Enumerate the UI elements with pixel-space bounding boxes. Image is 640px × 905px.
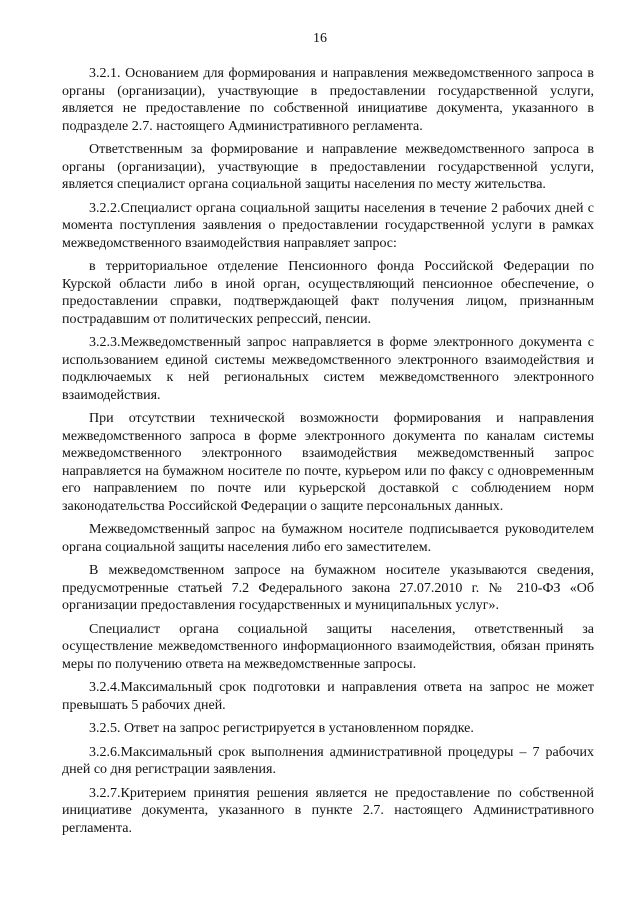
paragraph-3-2-1: 3.2.1. Основанием для формирования и направления межведомственного запроса в органы (организации), участвующие в предоставлении государственной услуги, является не предоставление по собственной инициативе документа, указанного в подразделе 2.7. настоящего Административного регламента. — [62, 66, 594, 134]
paragraph-3-2-6: 3.2.6.Максимальный срок выполнения административной процедуры – 7 рабочих дней со дня регистрации заявления. — [62, 744, 594, 777]
paragraph-no-tech: При отсутствии технической возможности формирования и направления межведомственного запроса в форме электронного документа по каналам системы межведомственного электронного взаимодействия межведомственный запрос направляется на бумажном носителе по почте, курьером или по факсу с одновременным его направлением по почте или курьерской доставкой с соблюдением норм законодательства Российской Федерации о защите персональных данных. — [62, 411, 594, 514]
paragraph-3-2-7: 3.2.7.Критерием принятия решения является не предоставление по собственной инициативе документа, указанного в пункте 2.7. настоящего Административного регламента. — [62, 785, 594, 836]
paragraph-specialist: Специалист органа социальной защиты населения, ответственный за осуществление межведомственного информационного взаимодействия, обязан принять меры по получению ответа на межведомственные запросы. — [62, 621, 594, 672]
paragraph-paper-signed: Межведомственный запрос на бумажном носителе подписывается руководителем органа социальной защиты населения либо его заместителем. — [62, 522, 594, 555]
paragraph-3-2-2: 3.2.2.Специалист органа социальной защиты населения в течение 2 рабочих дней с момента поступления заявления о предоставлении государственной услуги в рамках межведомственного взаимодействия направляет запрос: — [62, 200, 594, 251]
paragraph-3-2-5: 3.2.5. Ответ на запрос регистрируется в установленном порядке. — [89, 721, 474, 736]
paragraph-responsible: Ответственным за формирование и направление межведомственного запроса в органы (организации), участвующие в предоставлении государственной услуги, является специалист органа социальной защиты населения по месту жительства. — [62, 142, 594, 192]
paragraph-paper-contents: В межведомственном запросе на бумажном носителе указываются сведения, предусмотренные статьей 7.2 Федерального закона 27.07.2010 г. № 210-ФЗ «Об организации предоставления государственных и муниципальных услуг». — [62, 563, 594, 613]
paragraph-3-2-3: 3.2.3.Межведомственный запрос направляется в форме электронного документа с использованием единой системы межведомственного электронного взаимодействия и подключаемых к ней региональных систем межведомственного электронного взаимодействия. — [62, 335, 594, 403]
paragraph-pension-fund: в территориальное отделение Пенсионного фонда Российской Федерации по Курской области либо в иной орган, осуществляющий пенсионное обеспечение, о предоставлении справки, подтверждающей факт получения лицом, признанным пострадавшим от политических репрессий, пенсии. — [62, 259, 594, 327]
page-number: 16 — [313, 31, 327, 46]
document-body — [62, 65, 594, 837]
paragraph-3-2-4: 3.2.4.Максимальный срок подготовки и направления ответа на запрос не может превышать 5 рабочих дней. — [62, 680, 594, 713]
